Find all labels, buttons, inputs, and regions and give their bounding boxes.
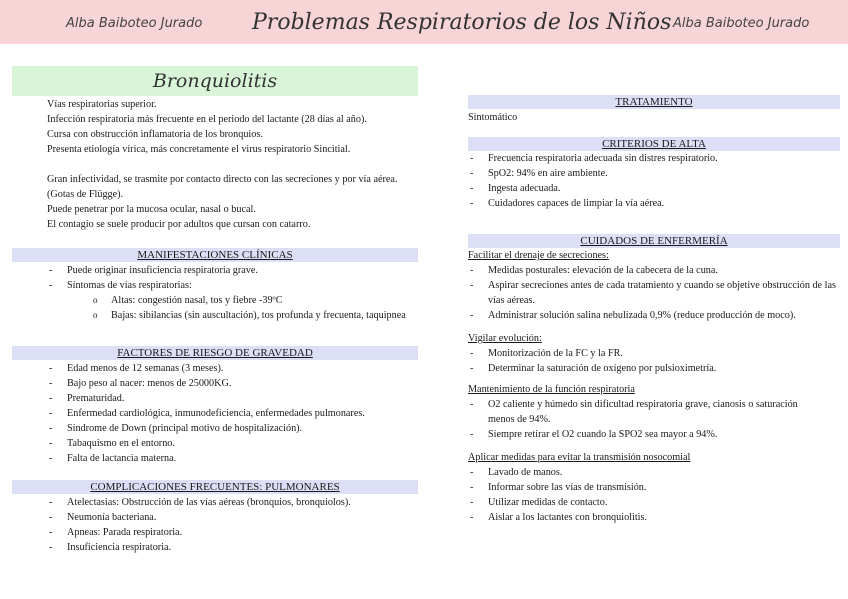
tratamiento-text: Sintomático (468, 112, 518, 123)
list-item: - SpO2: 94% en aire ambiente. (468, 166, 840, 181)
list-item: - Bajo peso al nacer: menos de 25000KG. (47, 376, 427, 391)
author-left: Alba Baiboteo Jurado (66, 16, 203, 31)
list-item: - O2 caliente y húmedo sin dificultad respiratoria grave, cianosis o saturación menos de 94%. (468, 397, 840, 427)
list-item: - Apneas: Parada respiratoria. (47, 525, 427, 540)
subsection-title: Facilitar el drenaje de secreciones: (468, 250, 609, 261)
contagion-line: El contagio se suele producir por adultos que cursan con catarro. (47, 219, 311, 230)
page-title: Problemas Respiratorios de los Niños (252, 10, 672, 35)
list-item: - Enfermedad cardiológica, inmunodeficiencia, enfermedades pulmonares. (47, 406, 427, 421)
alta-header: CRITERIOS DE ALTA (468, 137, 840, 151)
intro-line: Cursa con obstrucción inflamatoria de los bronquios. (47, 129, 263, 140)
list-item: - Falta de lactancia materna. (47, 451, 427, 466)
complicaciones-header: COMPLICACIONES FRECUENTES: PULMONARES (12, 480, 418, 494)
manifestaciones-header: MANIFESTACIONES CLÍNICAS (12, 248, 418, 262)
contagion-line: Puede penetrar por la mucosa ocular, nasal o bucal. (47, 204, 256, 215)
list-item: - Edad menos de 12 semanas (3 meses). (47, 361, 427, 376)
list-item: - Neumonía bacteriana. (47, 510, 427, 525)
cuidados-section (468, 234, 840, 525)
complicaciones-list (47, 495, 427, 555)
list-item: - Insuficiencia respiratoria. (47, 540, 427, 555)
author-right: Alba Baiboteo Jurado (673, 16, 810, 31)
subsection-title: Mantenimiento de la función respiratoria (468, 384, 635, 395)
list-item: - Monitorización de la FC y la FR. (468, 346, 840, 361)
list-item: - Utilizar medidas de contacto. (468, 495, 840, 510)
tratamiento-section (468, 95, 840, 125)
list-item: - Síndrome de Down (principal motivo de hospitalización). (47, 421, 427, 436)
intro-line: Presenta etiología vírica, más concretamente el virus respiratorio Sincitial. (47, 144, 351, 155)
intro-line: Vías respiratorias superior. (47, 99, 157, 110)
intro-line: Infección respiratoria más frecuente en el periodo del lactante (28 días al año). (47, 114, 367, 125)
intro-block (47, 97, 427, 232)
list-item: - Aspirar secreciones antes de cada tratamiento y cuando se objetive obstrucción de las vías aéreas. (468, 278, 840, 308)
list-item: - Determinar la saturación de oxígeno por pulsioximetría. (468, 361, 840, 376)
alta-section (468, 137, 840, 211)
page-header (0, 0, 848, 44)
subsection-title: Aplicar medidas para evitar la transmisión nosocomial (468, 452, 691, 463)
list-item: - Frecuencia respiratoria adecuada sin distres respiratorio. (468, 151, 840, 166)
list-item: - Prematuridad. (47, 391, 427, 406)
list-item: - Aislar a los lactantes con bronquiolitis. (468, 510, 840, 525)
manifestaciones-list (47, 263, 427, 323)
list-item: - Siempre retirar el O2 cuando la SPO2 sea mayor a 94%. (468, 427, 840, 442)
list-item: - Administrar solución salina nebulizada 0,9% (reduce producción de moco). (468, 308, 840, 323)
list-item: - Atelectasias: Obstrucción de las vías aéreas (bronquios, bronquiolos). (47, 495, 427, 510)
factores-list (47, 361, 427, 466)
list-item: o Altas: congestión nasal, tos y fiebre -39ºC (87, 293, 427, 308)
cuidados-header: CUIDADOS DE ENFERMERÍA (468, 234, 840, 248)
contagion-line: Gran infectividad, se trasmite por contacto directo con las secreciones y por vía aérea. (Gotas de Flügge). (47, 174, 398, 200)
list-item: - Cuidadores capaces de limpiar la vía aérea. (468, 196, 840, 211)
list-item: - Medidas posturales: elevación de la cabecera de la cuna. (468, 263, 840, 278)
subsection-title: Vigilar evolución: (468, 333, 542, 344)
list-item: - Lavado de manos. (468, 465, 840, 480)
tratamiento-header: TRATAMIENTO (468, 95, 840, 109)
section-title-bronquiolitis: Bronquiolitis (12, 66, 418, 96)
list-item: - Tabaquismo en el entorno. (47, 436, 427, 451)
list-item: - Puede originar insuficiencia respiratoria grave. (47, 263, 427, 278)
list-item: - Ingesta adecuada. (468, 181, 840, 196)
list-item: - Síntomas de vías respiratorias: o Altas: congestión nasal, tos y fiebre -39ºC o Bajas: sibilancias (sin auscultación), tos profunda y frecuenta, taquipnea (47, 278, 427, 323)
list-item: o Bajas: sibilancias (sin auscultación), tos profunda y frecuenta, taquipnea (87, 308, 427, 323)
list-item: - Informar sobre las vías de transmisión. (468, 480, 840, 495)
factores-header: FACTORES DE RIESGO DE GRAVEDAD (12, 346, 418, 360)
